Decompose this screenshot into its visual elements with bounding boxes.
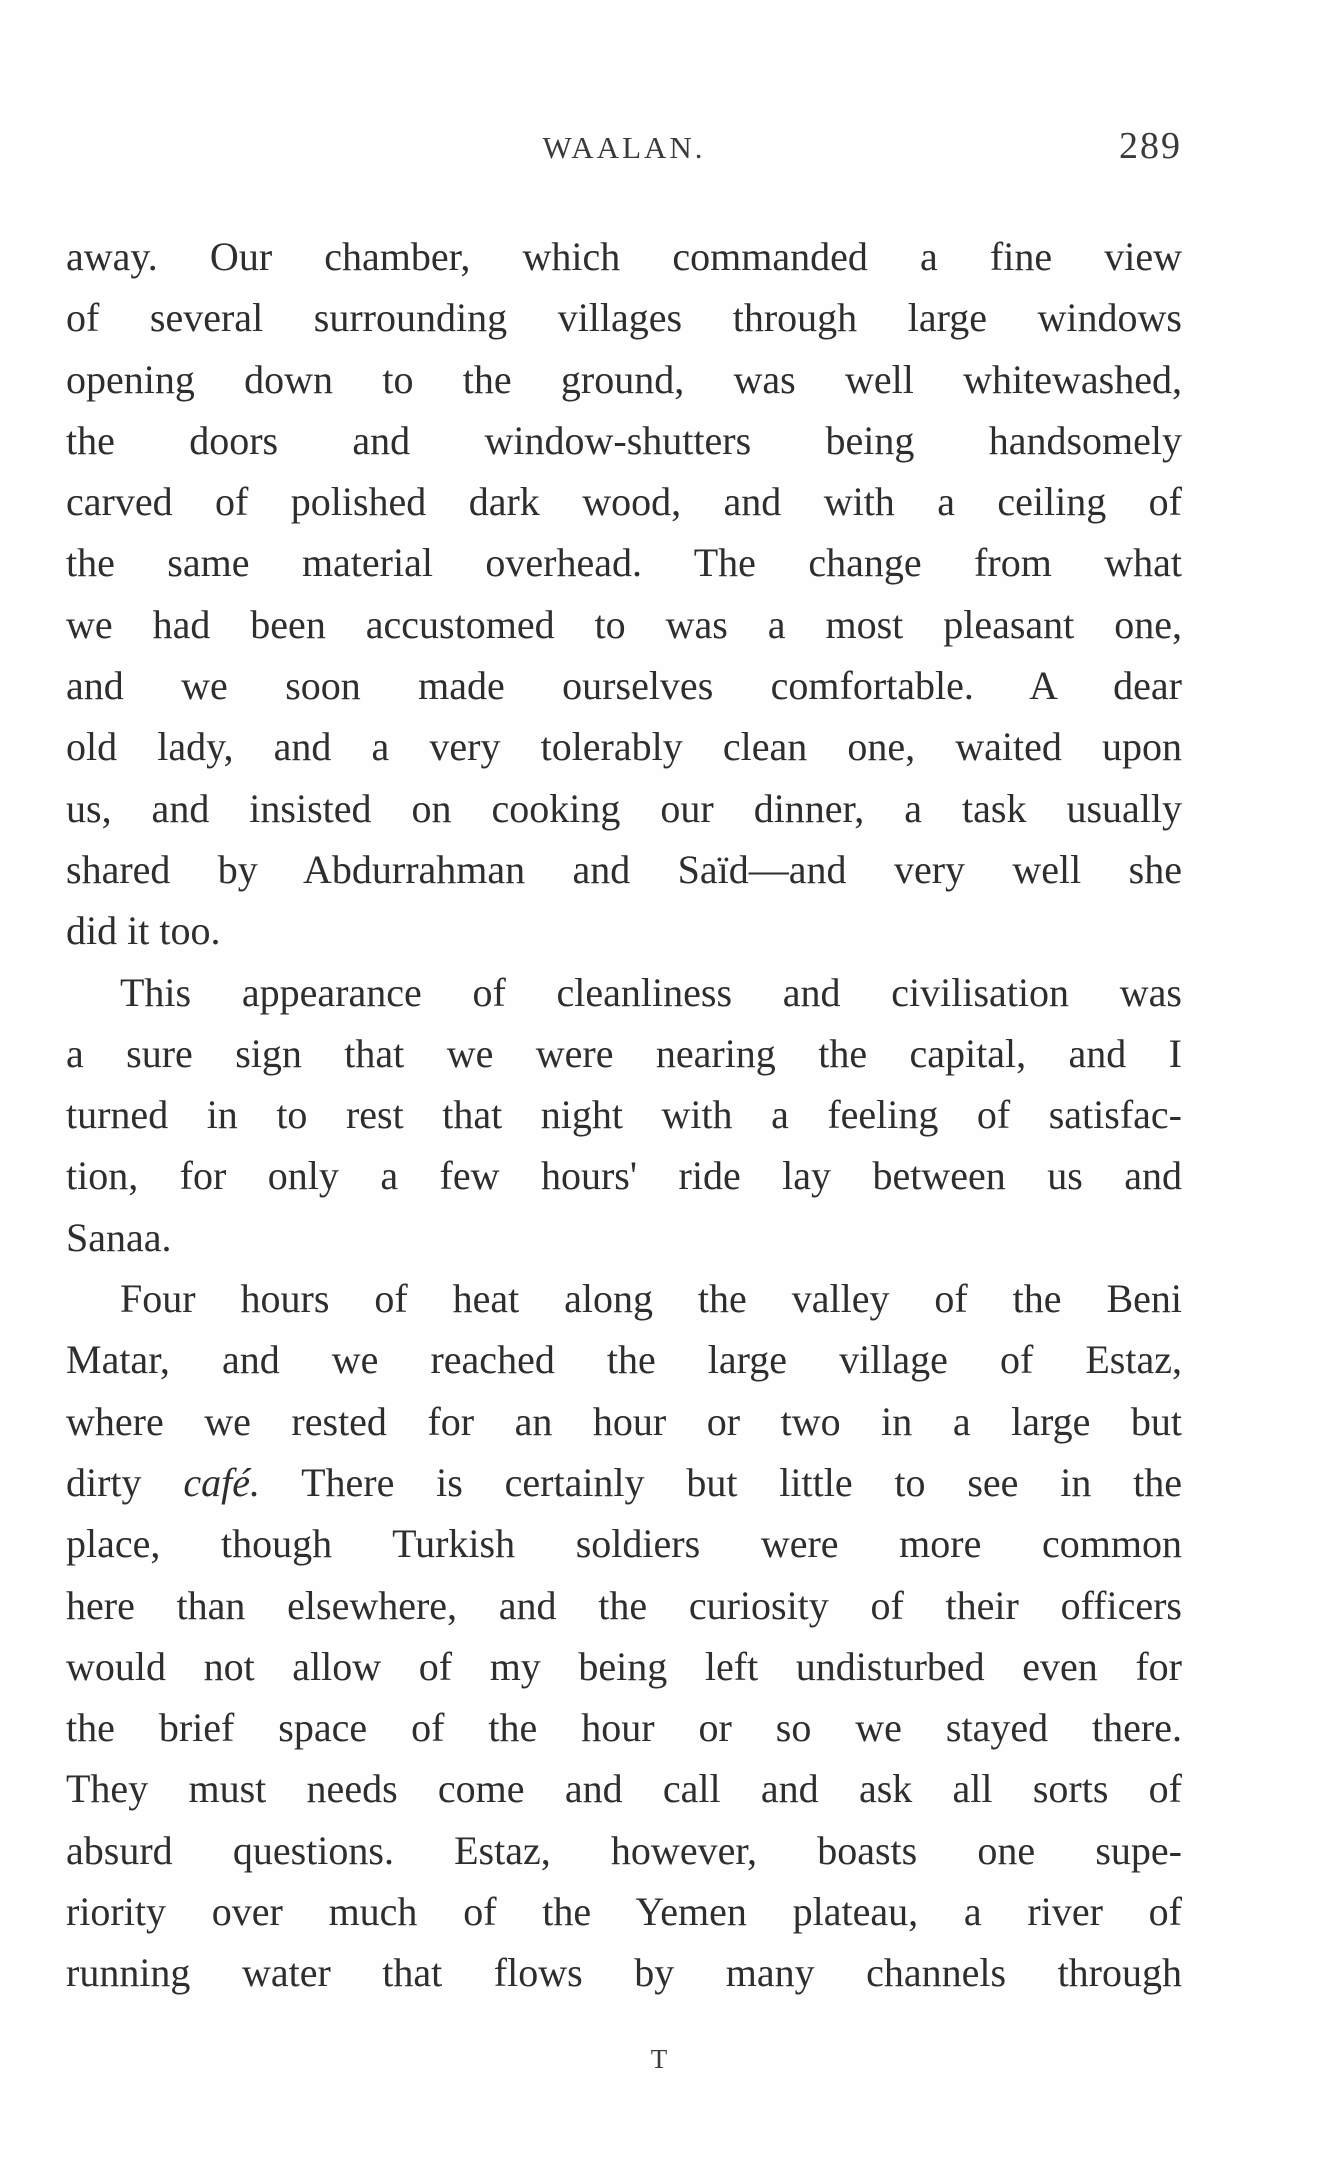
- text-line: turned in to rest that night with a feeling of satisfac-: [66, 1092, 1182, 1138]
- text-line: a sure sign that we were nearing the capital, and I: [66, 1030, 1182, 1076]
- text-line: where we rested for an hour or two in a large but: [66, 1398, 1182, 1444]
- text-line: away. Our chamber, which commanded a fine view: [66, 234, 1182, 279]
- text-line: This appearance of cleanliness and civilisation was: [120, 969, 1182, 1015]
- signature-mark: T: [650, 2044, 670, 2074]
- text-line: shared by Abdurrahman and Saïd—and very well she: [66, 846, 1182, 892]
- text-line: of several surrounding villages through large windows: [66, 295, 1182, 341]
- text-line: the same material overhead. The change from what: [66, 540, 1182, 586]
- text-line: Matar, and we reached the large village of Estaz,: [66, 1337, 1182, 1383]
- italic-word: café.: [183, 1459, 260, 1505]
- text-line: absurd questions. Estaz, however, boasts one supe-: [66, 1827, 1182, 1873]
- text-line: opening down to the ground, was well whitewashed,: [66, 356, 1182, 402]
- text-line: the doors and window-shutters being handsomely: [66, 417, 1182, 463]
- page-number: 289: [1119, 125, 1182, 167]
- text-line: we had been accustomed to was a most pleasant one,: [66, 601, 1182, 647]
- text-line: would not allow of my being left undisturbed even for: [66, 1643, 1182, 1689]
- text-line: the brief space of the hour or so we stayed there.: [66, 1705, 1182, 1751]
- text-run: There is certainly but little to see in the: [259, 1459, 1182, 1505]
- text-line: us, and insisted on cooking our dinner, a task usually: [66, 785, 1182, 831]
- text-line: riority over much of the Yemen plateau, a river of: [66, 1889, 1182, 1935]
- text-line: place, though Turkish soldiers were more common: [66, 1521, 1182, 1567]
- text-line: old lady, and a very tolerably clean one, waited upon: [66, 724, 1182, 770]
- text-line: and we soon made ourselves comfortable. A dear: [66, 663, 1182, 709]
- text-line: here than elsewhere, and the curiosity of their officers: [66, 1582, 1182, 1628]
- text-line: carved of polished dark wood, and with a ceiling of: [66, 479, 1182, 525]
- text-line: did it too.: [66, 908, 221, 954]
- text-line: Sanaa.: [66, 1214, 172, 1260]
- text-run: dirty: [66, 1459, 184, 1505]
- page-header: [66, 125, 1182, 180]
- text-line: [66, 1452, 1182, 1513]
- text-line: running water that flows by many channels through: [66, 1950, 1182, 1996]
- text-line: They must needs come and call and ask all sorts of: [66, 1766, 1182, 1812]
- text-line: tion, for only a few hours' ride lay between us and: [66, 1153, 1182, 1199]
- body-text: [66, 226, 1182, 2004]
- running-head: WAALAN.: [542, 130, 706, 165]
- text-line: Four hours of heat along the valley of the Beni: [120, 1276, 1182, 1322]
